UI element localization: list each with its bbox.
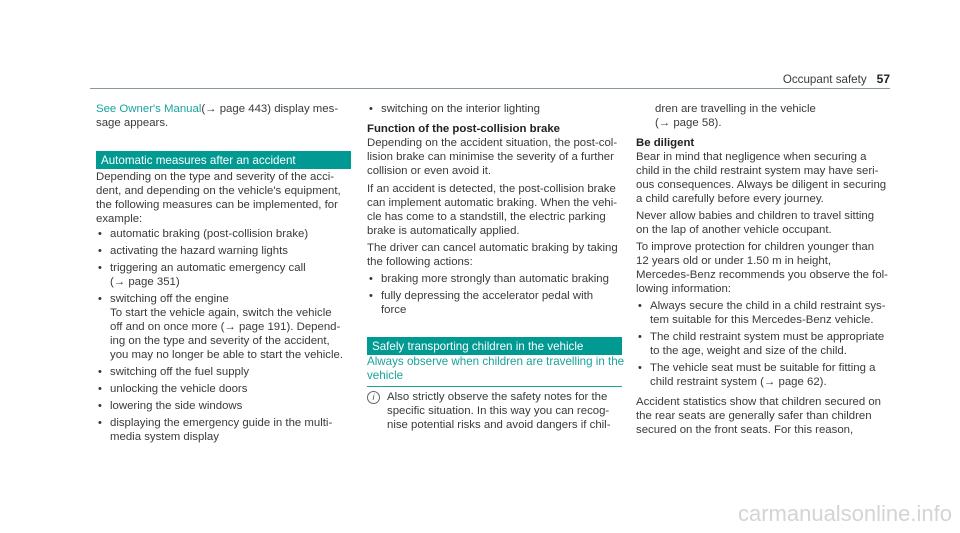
bullet-item [636, 299, 886, 327]
text-line: Always observe when children are travelling in the [367, 355, 625, 368]
watermark: carmanualsonline.info [737, 501, 952, 526]
text-line: specific situation. In this way you can recog- [387, 405, 610, 417]
text-line: Accident statistics show that children secured on [636, 396, 882, 408]
paragraph [636, 240, 888, 296]
page-number: 57 [876, 72, 890, 86]
paragraph [636, 150, 886, 206]
paragraph [367, 241, 618, 269]
text-line: lowing information: [636, 283, 731, 295]
text-line: (→ page 351) [110, 276, 180, 288]
text-line: • unlocking the vehicle doors [110, 383, 248, 395]
paragraph [367, 182, 617, 238]
header-rule [90, 88, 890, 89]
text-line: To start the vehicle again, switch the vehicle [110, 307, 332, 319]
text-line: secured on the front seats. For this reason, [636, 424, 854, 436]
text-line: • automatic braking (post-collision brake) [110, 228, 309, 240]
text-line: example: [96, 213, 143, 225]
text-line: child restraint system (→ page 62). [650, 376, 827, 388]
bullet-item [96, 244, 288, 258]
text-line: off and on once more (→ page 191). Depend- [110, 321, 341, 333]
text-line: child in the child restraint system may have seri- [636, 165, 879, 177]
text-line: (→ page 58). [655, 117, 722, 129]
bullet-item [96, 365, 249, 379]
bullet-item [96, 292, 343, 362]
text-line: media system display [110, 431, 219, 443]
text-line: • The child restraint system must be appropriate [650, 331, 885, 343]
text-line: • switching off the fuel supply [110, 366, 250, 378]
text-line: • displaying the emergency guide in the multi- [110, 417, 333, 429]
text-line: Bear in mind that negligence when securing a [636, 151, 867, 163]
text-line: • switching off the engine [110, 293, 229, 305]
subheading-be-diligent: Be diligent [636, 137, 695, 149]
text-line: • Always secure the child in a child restraint sys- [650, 300, 886, 312]
text-line: • braking more strongly than automatic braking [381, 273, 609, 285]
text-line: • triggering an automatic emergency call [110, 262, 306, 274]
text-line: can implement automatic braking. When the vehi- [367, 197, 618, 209]
bullet-item [96, 416, 332, 444]
paragraph [96, 170, 341, 226]
paragraph [636, 209, 874, 237]
text-line: nise potential risks and avoid dangers if chil- [387, 419, 611, 431]
text-line: ous consequences. Always be diligent in securing [636, 179, 887, 191]
text-line: • lowering the side windows [110, 400, 243, 412]
info-note [367, 390, 611, 432]
text-line: collision or even avoid it. [367, 165, 492, 177]
note-text [387, 390, 611, 432]
text-line: dren are travelling in the vehicle [655, 103, 816, 115]
text-line: Never allow babies and children to travel sitting [636, 210, 875, 222]
bullet-item [367, 272, 609, 286]
text-line: Depending on the type and severity of the acci- [96, 171, 335, 183]
bullet-item [96, 261, 306, 289]
text-line: The driver can cancel automatic braking by taking [367, 242, 618, 254]
bullet-item [96, 399, 242, 413]
text-line: on the lap of another vehicle occupant. [636, 224, 832, 236]
text-line: 12 years old or under 1.50 m in height, [636, 255, 832, 267]
text-line: Depending on the accident situation, the post-col- [367, 137, 618, 149]
text-line: cle has come to a standstill, the electric parking [367, 211, 606, 223]
teal-subheading [367, 355, 625, 387]
owners-manual-link[interactable]: See Owner's Manual [96, 103, 202, 115]
note-continued [655, 102, 816, 130]
text-line: (→ page 443) display mes- [201, 103, 339, 115]
running-header [783, 72, 890, 86]
text-line: tem suitable for this Mercedes-Benz vehicle. [650, 314, 874, 326]
text-line: to the age, weight and size of the child. [650, 345, 847, 357]
bullet-item [636, 330, 884, 358]
bullet-item [636, 361, 875, 389]
text-line: force [381, 304, 407, 316]
paragraph [636, 395, 881, 437]
bullet-item [96, 227, 308, 241]
text-line: Mercedes-Benz recommends you observe the fol- [636, 269, 888, 281]
text-line: • activating the hazard warning lights [110, 245, 288, 257]
text-line: To improve protection for children younger than [636, 241, 875, 253]
text-line: Also strictly observe the safety notes for the [387, 391, 608, 403]
subheading-post-collision: Function of the post-collision brake [367, 123, 561, 135]
text-line: dent, and depending on the vehicle's equipment, [96, 185, 341, 197]
text-line: If an accident is detected, the post-collision brake [367, 183, 616, 195]
text-line: ing on the type and severity of the accident, [110, 335, 330, 347]
text-line: the following measures can be implemented, for [96, 199, 338, 211]
text-line: • fully depressing the accelerator pedal with [381, 290, 594, 302]
text-line: brake is automatically applied. [367, 225, 520, 237]
text-line: a child carefully before every journey. [636, 193, 824, 205]
section-heading-children: Safely transporting children in the vehicle [367, 337, 622, 355]
text-line: lision brake can minimise the severity of a further [367, 151, 614, 163]
info-icon: i [367, 391, 380, 404]
bullet-item: • switching on the interior lighting [367, 102, 540, 116]
text-line: you may no longer be able to start the vehicle. [110, 349, 344, 361]
text-line: vehicle [367, 369, 404, 382]
text-line: the following actions: [367, 256, 473, 268]
text-line: • The vehicle seat must be suitable for fitting a [650, 362, 876, 374]
text-line: sage appears. [96, 117, 169, 129]
text-line: the rear seats are generally safer than children [636, 410, 872, 422]
section-title: Occupant safety [782, 73, 867, 86]
bullet-item [367, 289, 593, 317]
paragraph [367, 136, 617, 178]
bullet-item [96, 382, 247, 396]
section-heading-automatic-measures: Automatic measures after an accident [96, 151, 351, 169]
intro-paragraph [96, 102, 338, 130]
